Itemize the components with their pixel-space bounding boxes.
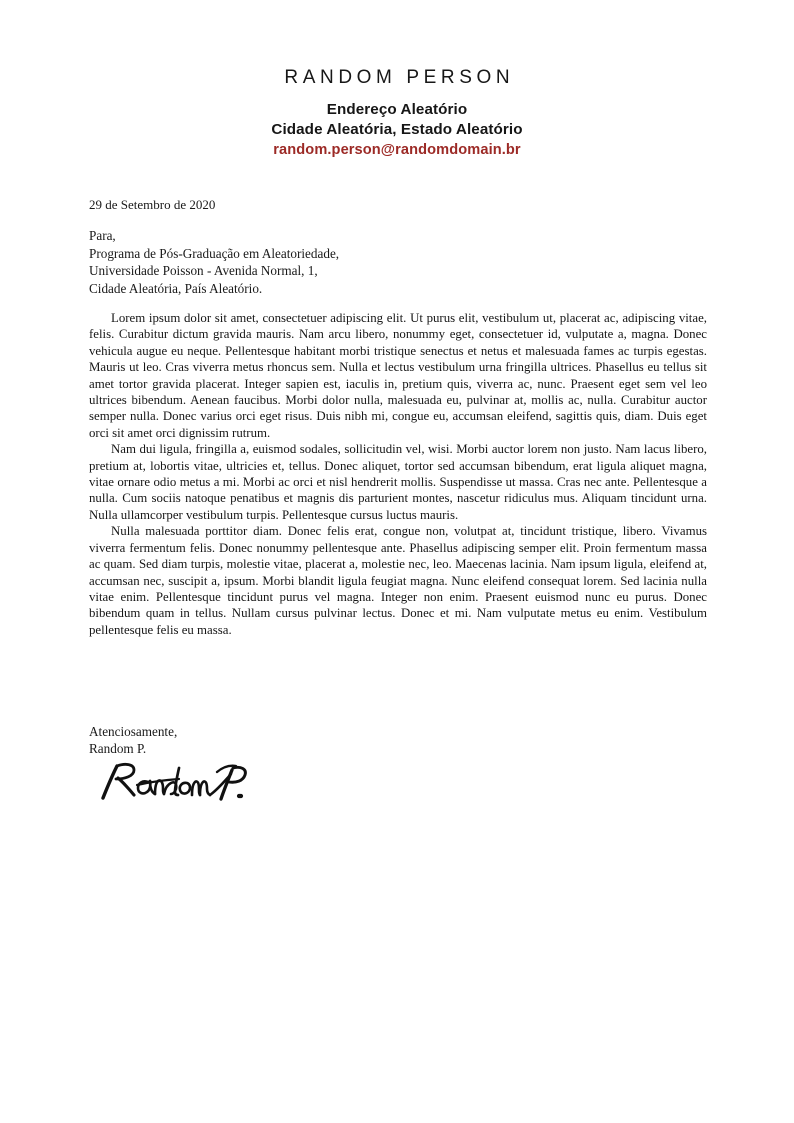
letter-date: 29 de Setembro de 2020 (89, 197, 216, 212)
recipient-block (89, 227, 339, 297)
recipient-salutation: Para, (89, 228, 116, 243)
closing-block (89, 723, 177, 758)
signature-image (93, 758, 263, 806)
recipient-line-3: Cidade Aleatória, País Aleatório. (89, 280, 263, 296)
signature-strokes (93, 758, 263, 806)
sender-name: RANDOM PERSON (284, 67, 515, 88)
sender-email[interactable]: random.person@randomdomain.br (273, 142, 521, 158)
body-paragraph: Nulla malesuada porttitor diam. Donec felis erat, congue non, volutpat at, tincidunt tristique, libero. Vivamus viverra fermentum felis. Donec nonummy pellentesque ante. Phasellus adipiscing semper elit. Proin fermentum massa ac quam. Sed diam turpis, molestie vitae, placerat a, molestie nec, leo. Maecenas lacinia. Nam ipsum ligula, eleifend at, accumsan nec, suscipit a, ipsum. Morbi blandit ligula feugiat magna. Nunc eleifend consequat lorem. Sed lacinia nulla vitae enim. Pellentesque tincidunt purus vel magna. Integer non enim. Praesent euismod nunc eu purus. Donec bibendum quam in tellus. Nullam cursus pulvinar lectus. Donec et mi. Nam vulputate metus eu enim. Vestibulum pellentesque felis eu massa. (89, 524, 707, 637)
signer-name: Random P. (89, 741, 147, 757)
letter-body (89, 310, 707, 638)
sender-address-line-1: Endereço Aleatório (326, 101, 468, 118)
recipient-line-1: Programa de Pós-Graduação em Aleatoriedade, (89, 245, 340, 261)
recipient-line-2: Universidade Poisson - Avenida Normal, 1, (89, 263, 318, 279)
body-paragraph: Nam dui ligula, fringilla a, euismod sodales, sollicitudin vel, wisi. Morbi auctor lorem non justo. Nam lacus libero, pretium at, lobortis vitae, ultricies et, tellus. Donec aliquet, tortor sed accumsan bibendum, erat ligula aliquet magna, vitae ornare odio metus a mi. Morbi ac orci et nisl hendrerit mollis. Suspendisse ut massa. Cras nec ante. Pellentesque a nulla. Cum sociis natoque penatibus et magnis dis parturient montes, nascetur ridiculus mus. Aliquam tincidunt urna. Nulla ullamcorper vestibulum turpis. Pellentesque cursus luctus mauris. (89, 442, 707, 522)
valediction: Atenciosamente, (89, 724, 178, 739)
body-paragraph: Lorem ipsum dolor sit amet, consectetuer adipiscing elit. Ut purus elit, vestibulum ut, placerat ac, adipiscing vitae, felis. Curabitur dictum gravida mauris. Nam arcu libero, nonummy eget, consectetuer id, vulputate a, magna. Donec vehicula augue eu neque. Pellentesque habitant morbi tristique senectus et netus et malesuada fames ac turpis egestas. Mauris ut leo. Cras viverra metus rhoncus sem. Nulla et lectus vestibulum urna fringilla ultrices. Phasellus eu tellus sit amet tortor gravida placerat. Integer sapien est, iaculis in, pretium quis, viverra ac, nunc. Praesent eget sem vel leo ultrices bibendum. Aenean faucibus. Morbi dolor nulla, malesuada eu, pulvinar at, mollis ac, nulla. Curabitur auctor semper nulla. Donec varius orci eget risus. Duis nibh mi, congue eu, accumsan eleifend, sagittis quis, diam. Duis eget orci sit amet orci dignissim rutrum. (89, 311, 707, 440)
letterhead (0, 66, 794, 160)
sender-address-line-2: Cidade Aleatória, Estado Aleatório (271, 120, 523, 138)
